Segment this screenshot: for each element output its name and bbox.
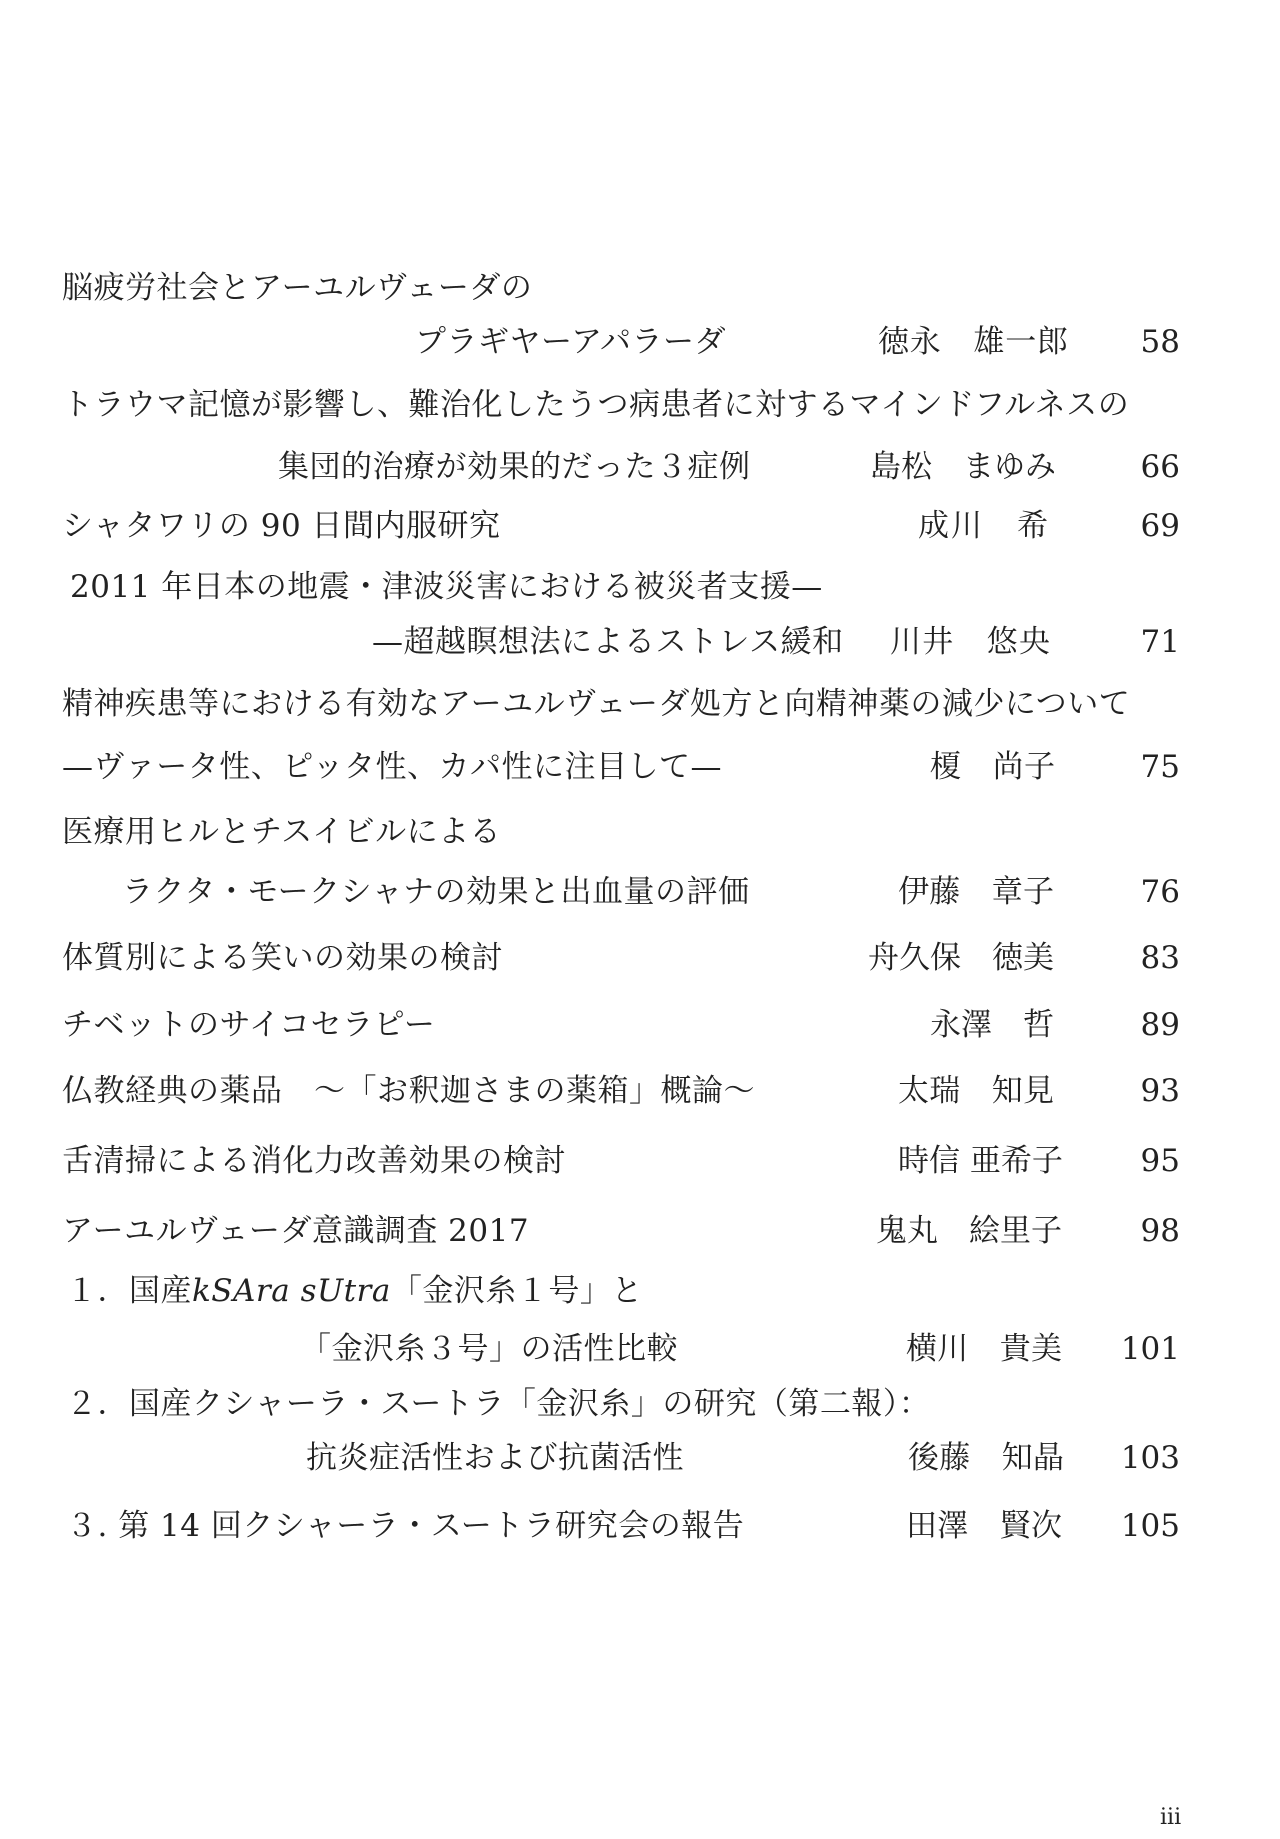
toc-page: 75 <box>1140 749 1180 785</box>
toc-author: 横川 貴美 <box>906 1331 1062 1367</box>
toc-page: 83 <box>1140 940 1180 976</box>
toc-author: 舟久保 徳美 <box>868 940 1054 976</box>
toc-title: 2011 年日本の地震・津波災害における被災者支援— <box>70 569 823 605</box>
toc-title: 仏教経典の薬品 ～「お釈迦さまの薬箱」概論～ <box>62 1073 755 1109</box>
toc-author: 時信 亜希子 <box>898 1143 1063 1179</box>
toc-author: 伊藤 章子 <box>898 874 1054 910</box>
toc-title <box>66 1271 643 1311</box>
toc-title: チベットのサイコセラピー <box>62 1007 436 1043</box>
toc-author: 島松 まゆみ <box>870 449 1056 485</box>
toc-author: 鬼丸 絵里子 <box>876 1213 1062 1249</box>
toc-author: 榎 尚子 <box>930 749 1055 785</box>
page-number: iii <box>1160 1805 1182 1830</box>
toc-page: 93 <box>1140 1073 1180 1109</box>
toc-page: 89 <box>1140 1007 1180 1043</box>
toc-title: ３. 第 14 回クシャーラ・スートラ研究会の報告 <box>66 1508 745 1544</box>
toc-author: 成川 希 <box>918 508 1048 544</box>
toc-title-italic: kSAra sUtra <box>192 1273 391 1309</box>
toc-page: 76 <box>1140 874 1180 910</box>
toc-page: 98 <box>1140 1213 1180 1249</box>
toc-title: 医療用ヒルとチスイビルによる <box>62 814 502 850</box>
toc-page: 58 <box>1140 324 1180 360</box>
toc-author: 後藤 知晶 <box>908 1440 1064 1476</box>
toc-title-cont: 抗炎症活性および抗菌活性 <box>306 1440 684 1476</box>
toc-page: 95 <box>1140 1143 1180 1179</box>
toc-author: 徳永 雄一郎 <box>878 324 1068 360</box>
toc-page: 66 <box>1140 449 1180 485</box>
toc-title: 脳疲労社会とアーユルヴェーダの <box>62 270 533 306</box>
toc-title-cont: —ヴァータ性、ピッタ性、カパ性に注目して— <box>62 749 722 785</box>
toc-page: 101 <box>1120 1331 1180 1367</box>
toc-title-prefix: １．国産 <box>66 1273 192 1309</box>
toc-title-suffix: 「金沢糸１号」と <box>390 1273 643 1309</box>
toc-author: 太瑞 知見 <box>898 1073 1054 1109</box>
toc-title-cont: 集団的治療が効果的だった３症例 <box>278 449 751 485</box>
toc-title: ２．国産クシャーラ・スートラ「金沢糸」の研究（第二報）： <box>66 1386 931 1422</box>
toc-title: 舌清掃による消化力改善効果の検討 <box>62 1143 566 1179</box>
toc-title-cont: ラクタ・モークシャナの効果と出血量の評価 <box>122 874 750 910</box>
toc-title: アーユルヴェーダ意識調査 2017 <box>62 1213 530 1249</box>
toc-author: 田澤 賢次 <box>906 1508 1062 1544</box>
toc-page: 71 <box>1140 624 1180 660</box>
toc-author: 川井 悠央 <box>890 624 1050 660</box>
toc-page: 103 <box>1120 1440 1180 1476</box>
toc-title: 精神疾患等における有効なアーユルヴェーダ処方と向精神薬の減少について <box>62 686 1131 722</box>
toc-title: トラウマ記憶が影響し、難治化したうつ病患者に対するマインドフルネスの <box>62 387 1130 423</box>
toc-page: 105 <box>1120 1508 1180 1544</box>
toc-title-cont: 「金沢糸３号」の活性比較 <box>300 1331 678 1367</box>
toc-title: 体質別による笑いの効果の検討 <box>62 940 503 976</box>
toc-page: 69 <box>1140 508 1180 544</box>
toc-title-cont: —超越瞑想法によるストレス緩和 <box>372 624 844 660</box>
toc-author: 永澤 哲 <box>930 1007 1054 1043</box>
toc-title-cont: プラギヤーアパラーダ <box>415 324 726 360</box>
toc-title: シャタワリの 90 日間内服研究 <box>62 508 501 544</box>
